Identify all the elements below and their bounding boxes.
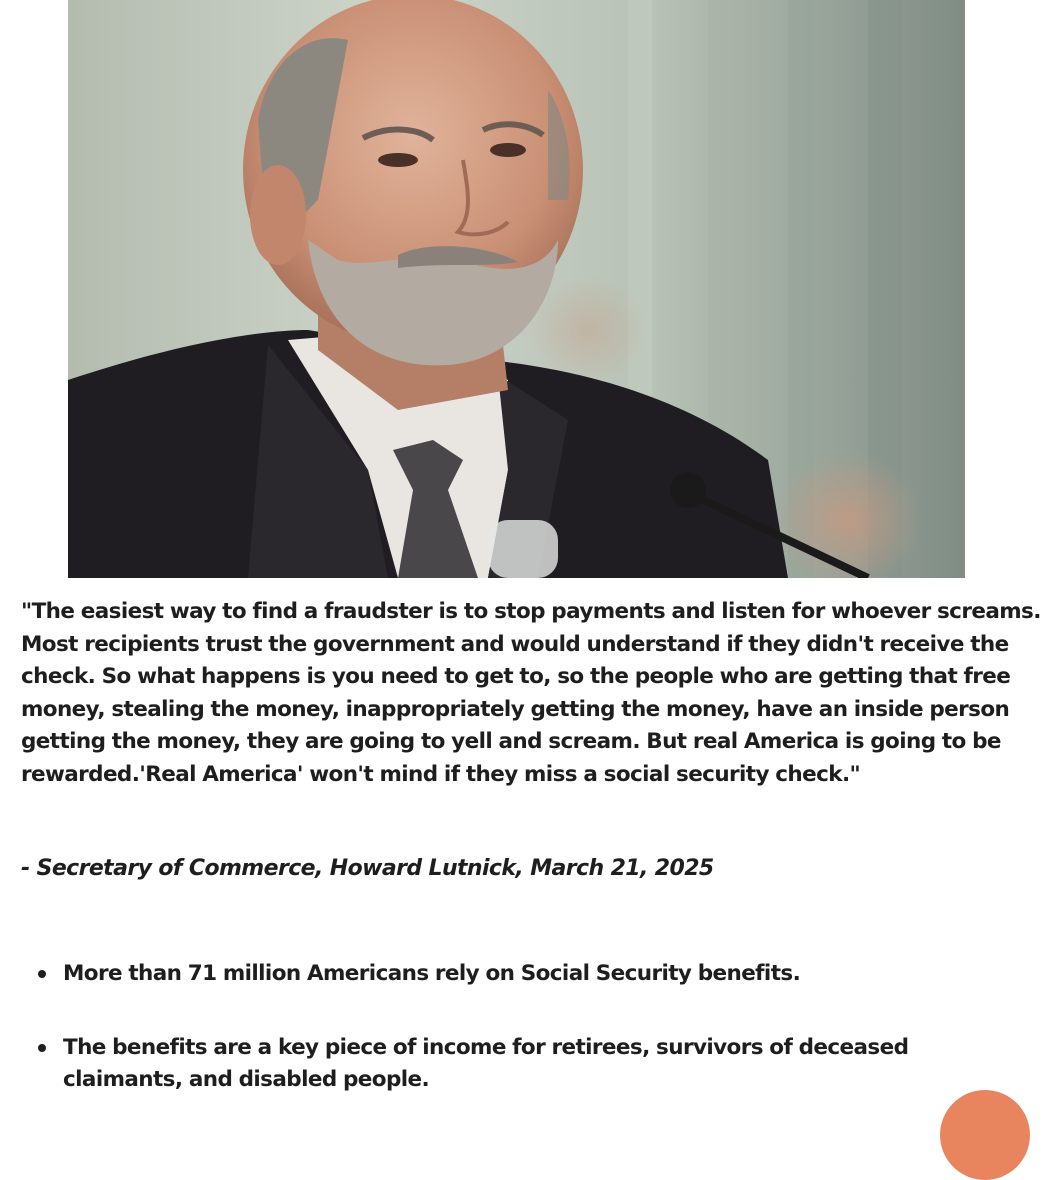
quote-attribution: - Secretary of Commerce, Howard Lutnick, March 21, 2025 bbox=[21, 856, 714, 881]
portrait-photo bbox=[68, 0, 965, 578]
quote-text: "The easiest way to find a fraudster is to stop payments and listen for whoever screams. Most recipients trust the government and would understand if they didn't receive the check. So what happens is you need to get to, so the people who are getting that free money, stealing the money, inappropriately getting the money, have an inside person getting the money, they are going to yell and scream. But real America is going to be rewarded.'Real America' won't mind if they miss a social security check." bbox=[21, 599, 1041, 787]
facts-list bbox=[0, 958, 1000, 1096]
fact-item: The benefits are a key piece of income for retirees, survivors of deceased claimants, and disabled people. bbox=[0, 1032, 1000, 1096]
fact-item: More than 71 million Americans rely on Social Security benefits. bbox=[0, 958, 1000, 990]
corner-badge[interactable] bbox=[940, 1090, 1030, 1180]
